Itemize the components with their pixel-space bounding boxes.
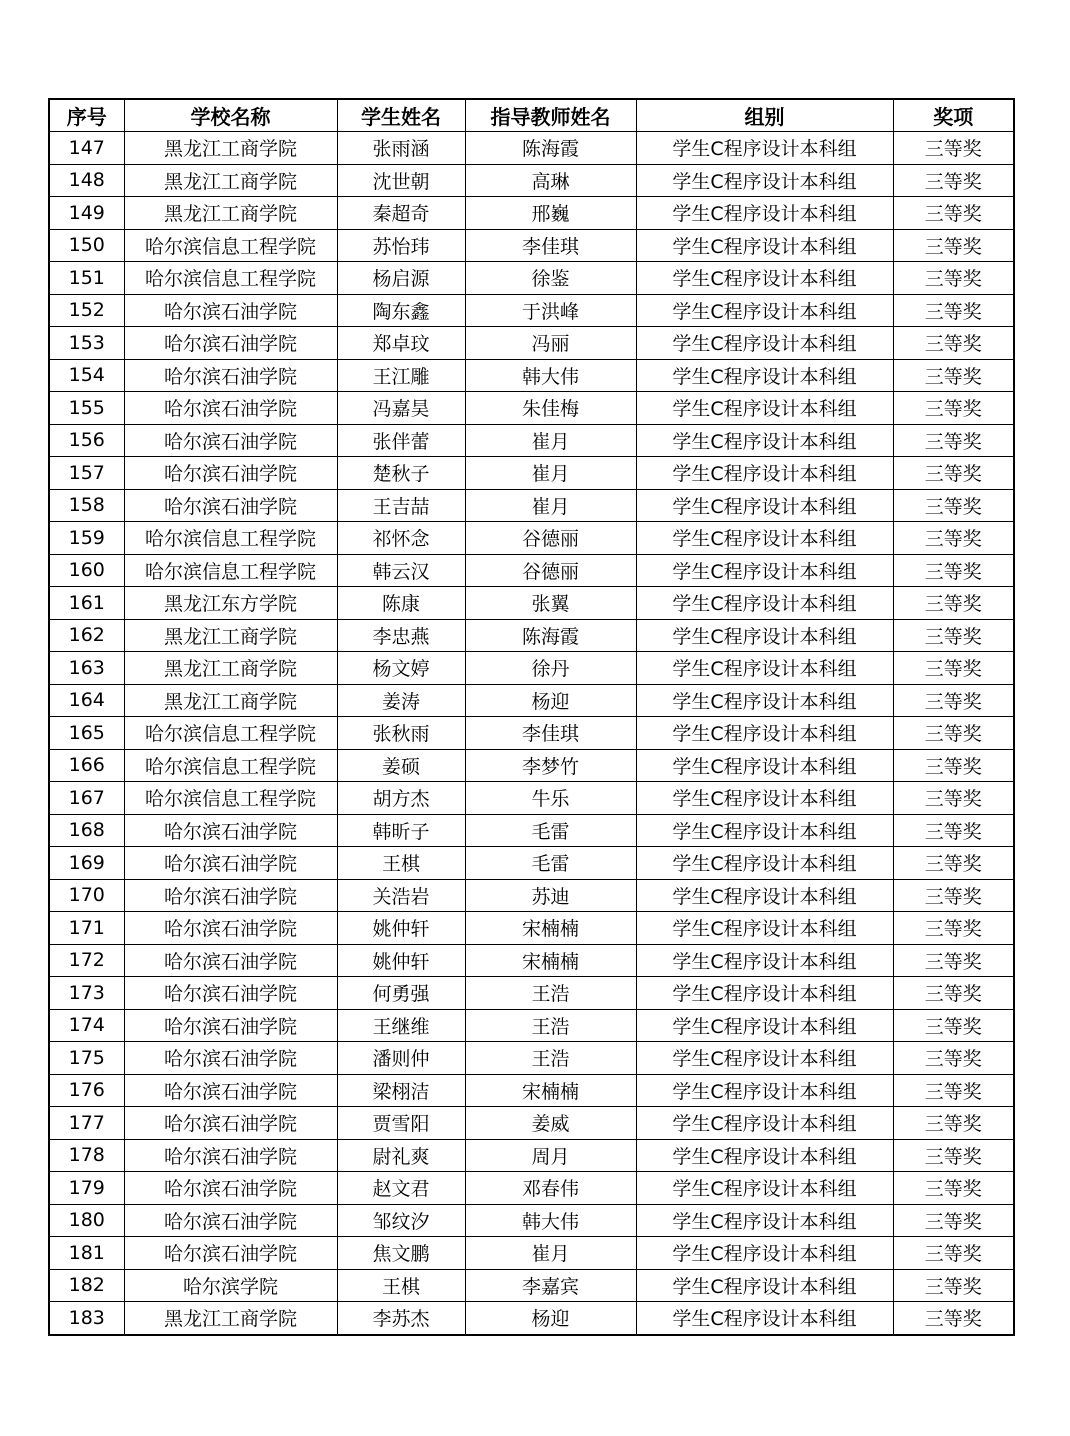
cell-award: 三等奖 [893,132,1014,165]
cell-student: 姜涛 [337,684,465,717]
cell-school: 哈尔滨石油学院 [124,489,337,522]
cell-school: 哈尔滨信息工程学院 [124,554,337,587]
table-row [49,359,1014,392]
cell-student: 邹纹汐 [337,1204,465,1237]
cell-teacher: 崔月 [465,424,636,457]
cell-seq: 148 [49,164,124,197]
cell-teacher: 韩大伟 [465,1204,636,1237]
cell-group: 学生C程序设计本科组 [636,1302,893,1335]
cell-teacher: 于洪峰 [465,294,636,327]
cell-teacher: 徐丹 [465,652,636,685]
cell-school: 哈尔滨石油学院 [124,1237,337,1270]
header-school: 学校名称 [124,99,337,132]
cell-student: 韩云汉 [337,554,465,587]
table-row [49,1269,1014,1302]
cell-school: 哈尔滨信息工程学院 [124,717,337,750]
cell-award: 三等奖 [893,392,1014,425]
cell-award: 三等奖 [893,749,1014,782]
award-list-table [48,98,1015,1336]
cell-school: 哈尔滨信息工程学院 [124,522,337,555]
cell-group: 学生C程序设计本科组 [636,262,893,295]
cell-group: 学生C程序设计本科组 [636,229,893,262]
cell-student: 王江雕 [337,359,465,392]
table-row [49,1107,1014,1140]
cell-award: 三等奖 [893,814,1014,847]
cell-group: 学生C程序设计本科组 [636,164,893,197]
cell-group: 学生C程序设计本科组 [636,749,893,782]
cell-school: 哈尔滨学院 [124,1269,337,1302]
cell-student: 李忠燕 [337,619,465,652]
cell-group: 学生C程序设计本科组 [636,522,893,555]
table-row [49,912,1014,945]
table-row [49,327,1014,360]
cell-school: 哈尔滨石油学院 [124,1074,337,1107]
cell-seq: 151 [49,262,124,295]
cell-award: 三等奖 [893,554,1014,587]
cell-teacher: 李佳琪 [465,229,636,262]
cell-teacher: 杨迎 [465,684,636,717]
cell-award: 三等奖 [893,717,1014,750]
cell-student: 韩昕子 [337,814,465,847]
cell-award: 三等奖 [893,652,1014,685]
cell-school: 哈尔滨石油学院 [124,424,337,457]
cell-seq: 178 [49,1139,124,1172]
cell-teacher: 王浩 [465,977,636,1010]
cell-group: 学生C程序设计本科组 [636,912,893,945]
cell-student: 王棋 [337,847,465,880]
cell-teacher: 毛雷 [465,814,636,847]
cell-teacher: 谷德丽 [465,522,636,555]
table-body [49,132,1014,1335]
cell-seq: 170 [49,879,124,912]
table-row [49,749,1014,782]
cell-seq: 177 [49,1107,124,1140]
cell-teacher: 朱佳梅 [465,392,636,425]
cell-school: 哈尔滨石油学院 [124,847,337,880]
cell-teacher: 周月 [465,1139,636,1172]
cell-school: 黑龙江工商学院 [124,619,337,652]
cell-teacher: 张翼 [465,587,636,620]
cell-award: 三等奖 [893,1107,1014,1140]
cell-student: 张伴蕾 [337,424,465,457]
table-row [49,1042,1014,1075]
cell-seq: 160 [49,554,124,587]
cell-group: 学生C程序设计本科组 [636,879,893,912]
cell-teacher: 宋楠楠 [465,944,636,977]
cell-seq: 147 [49,132,124,165]
cell-award: 三等奖 [893,1009,1014,1042]
cell-student: 尉礼爽 [337,1139,465,1172]
cell-school: 黑龙江工商学院 [124,684,337,717]
cell-student: 杨启源 [337,262,465,295]
cell-teacher: 王浩 [465,1042,636,1075]
header-group: 组别 [636,99,893,132]
cell-seq: 158 [49,489,124,522]
cell-teacher: 谷德丽 [465,554,636,587]
cell-student: 潘则仲 [337,1042,465,1075]
cell-school: 哈尔滨信息工程学院 [124,229,337,262]
cell-seq: 153 [49,327,124,360]
cell-group: 学生C程序设计本科组 [636,1074,893,1107]
table-header [49,99,1014,132]
cell-teacher: 徐鉴 [465,262,636,295]
cell-student: 苏怡玮 [337,229,465,262]
cell-student: 王吉喆 [337,489,465,522]
table-row [49,652,1014,685]
cell-group: 学生C程序设计本科组 [636,977,893,1010]
table-row [49,457,1014,490]
table-row [49,879,1014,912]
cell-student: 何勇强 [337,977,465,1010]
cell-seq: 155 [49,392,124,425]
cell-student: 关浩岩 [337,879,465,912]
cell-teacher: 李佳琪 [465,717,636,750]
cell-student: 陈康 [337,587,465,620]
cell-school: 哈尔滨信息工程学院 [124,262,337,295]
cell-seq: 176 [49,1074,124,1107]
header-row [49,99,1014,132]
table-row [49,782,1014,815]
cell-group: 学生C程序设计本科组 [636,197,893,230]
cell-student: 姜硕 [337,749,465,782]
cell-seq: 179 [49,1172,124,1205]
cell-award: 三等奖 [893,359,1014,392]
cell-seq: 163 [49,652,124,685]
cell-student: 姚仲轩 [337,912,465,945]
table-row [49,164,1014,197]
cell-school: 黑龙江工商学院 [124,197,337,230]
cell-student: 杨文婷 [337,652,465,685]
cell-award: 三等奖 [893,1139,1014,1172]
cell-school: 哈尔滨石油学院 [124,1204,337,1237]
cell-seq: 180 [49,1204,124,1237]
cell-teacher: 崔月 [465,457,636,490]
cell-award: 三等奖 [893,587,1014,620]
cell-award: 三等奖 [893,457,1014,490]
table-row [49,1204,1014,1237]
cell-school: 哈尔滨石油学院 [124,944,337,977]
cell-group: 学生C程序设计本科组 [636,619,893,652]
table-row [49,847,1014,880]
cell-student: 胡方杰 [337,782,465,815]
cell-seq: 166 [49,749,124,782]
cell-student: 梁栩洁 [337,1074,465,1107]
cell-school: 黑龙江工商学院 [124,652,337,685]
cell-group: 学生C程序设计本科组 [636,1172,893,1205]
table-row [49,944,1014,977]
cell-award: 三等奖 [893,1042,1014,1075]
cell-teacher: 姜威 [465,1107,636,1140]
cell-award: 三等奖 [893,424,1014,457]
cell-group: 学生C程序设计本科组 [636,294,893,327]
cell-award: 三等奖 [893,684,1014,717]
cell-group: 学生C程序设计本科组 [636,132,893,165]
cell-group: 学生C程序设计本科组 [636,587,893,620]
table-row [49,1237,1014,1270]
cell-seq: 167 [49,782,124,815]
table-row [49,977,1014,1010]
cell-award: 三等奖 [893,1302,1014,1335]
cell-teacher: 陈海霞 [465,619,636,652]
cell-award: 三等奖 [893,1204,1014,1237]
cell-seq: 175 [49,1042,124,1075]
cell-seq: 161 [49,587,124,620]
cell-group: 学生C程序设计本科组 [636,1204,893,1237]
cell-group: 学生C程序设计本科组 [636,424,893,457]
cell-seq: 164 [49,684,124,717]
cell-school: 哈尔滨石油学院 [124,327,337,360]
table-row [49,814,1014,847]
cell-student: 陶东鑫 [337,294,465,327]
cell-group: 学生C程序设计本科组 [636,847,893,880]
cell-seq: 149 [49,197,124,230]
cell-student: 姚仲轩 [337,944,465,977]
cell-award: 三等奖 [893,1237,1014,1270]
cell-group: 学生C程序设计本科组 [636,684,893,717]
cell-teacher: 韩大伟 [465,359,636,392]
cell-group: 学生C程序设计本科组 [636,489,893,522]
cell-student: 沈世朝 [337,164,465,197]
cell-school: 哈尔滨石油学院 [124,1172,337,1205]
cell-seq: 156 [49,424,124,457]
cell-group: 学生C程序设计本科组 [636,554,893,587]
cell-award: 三等奖 [893,229,1014,262]
table-row [49,619,1014,652]
cell-student: 冯嘉昊 [337,392,465,425]
cell-award: 三等奖 [893,782,1014,815]
cell-student: 秦超奇 [337,197,465,230]
cell-award: 三等奖 [893,1269,1014,1302]
table-row [49,1009,1014,1042]
cell-group: 学生C程序设计本科组 [636,392,893,425]
cell-school: 哈尔滨石油学院 [124,814,337,847]
cell-school: 哈尔滨石油学院 [124,457,337,490]
table-row [49,229,1014,262]
cell-teacher: 李梦竹 [465,749,636,782]
cell-award: 三等奖 [893,619,1014,652]
cell-award: 三等奖 [893,1074,1014,1107]
cell-teacher: 王浩 [465,1009,636,1042]
cell-school: 哈尔滨信息工程学院 [124,749,337,782]
cell-award: 三等奖 [893,489,1014,522]
cell-teacher: 冯丽 [465,327,636,360]
cell-group: 学生C程序设计本科组 [636,782,893,815]
cell-seq: 165 [49,717,124,750]
cell-group: 学生C程序设计本科组 [636,1139,893,1172]
table-row [49,522,1014,555]
header-seq: 序号 [49,99,124,132]
cell-teacher: 李嘉宾 [465,1269,636,1302]
cell-school: 黑龙江工商学院 [124,132,337,165]
table-row [49,1302,1014,1335]
cell-seq: 152 [49,294,124,327]
cell-school: 黑龙江工商学院 [124,1302,337,1335]
cell-school: 哈尔滨石油学院 [124,392,337,425]
cell-group: 学生C程序设计本科组 [636,457,893,490]
cell-school: 哈尔滨信息工程学院 [124,782,337,815]
cell-teacher: 崔月 [465,489,636,522]
cell-seq: 171 [49,912,124,945]
cell-teacher: 高琳 [465,164,636,197]
cell-teacher: 陈海霞 [465,132,636,165]
cell-school: 哈尔滨石油学院 [124,1107,337,1140]
cell-award: 三等奖 [893,847,1014,880]
cell-award: 三等奖 [893,294,1014,327]
cell-teacher: 邓春伟 [465,1172,636,1205]
cell-school: 哈尔滨石油学院 [124,294,337,327]
cell-student: 贾雪阳 [337,1107,465,1140]
cell-seq: 154 [49,359,124,392]
cell-seq: 150 [49,229,124,262]
cell-group: 学生C程序设计本科组 [636,1107,893,1140]
table-row [49,1172,1014,1205]
cell-award: 三等奖 [893,977,1014,1010]
cell-school: 哈尔滨石油学院 [124,977,337,1010]
cell-seq: 159 [49,522,124,555]
cell-award: 三等奖 [893,327,1014,360]
cell-student: 张秋雨 [337,717,465,750]
cell-school: 哈尔滨石油学院 [124,359,337,392]
cell-group: 学生C程序设计本科组 [636,1237,893,1270]
cell-seq: 162 [49,619,124,652]
cell-teacher: 苏迪 [465,879,636,912]
cell-award: 三等奖 [893,944,1014,977]
table-row [49,554,1014,587]
header-student: 学生姓名 [337,99,465,132]
cell-seq: 172 [49,944,124,977]
cell-teacher: 牛乐 [465,782,636,815]
cell-seq: 169 [49,847,124,880]
header-teacher: 指导教师姓名 [465,99,636,132]
cell-award: 三等奖 [893,1172,1014,1205]
cell-group: 学生C程序设计本科组 [636,814,893,847]
cell-school: 黑龙江东方学院 [124,587,337,620]
cell-seq: 157 [49,457,124,490]
cell-school: 哈尔滨石油学院 [124,1042,337,1075]
table-row [49,392,1014,425]
cell-school: 哈尔滨石油学院 [124,1139,337,1172]
cell-award: 三等奖 [893,164,1014,197]
cell-school: 哈尔滨石油学院 [124,879,337,912]
table-row [49,1074,1014,1107]
cell-student: 张雨涵 [337,132,465,165]
table-row [49,587,1014,620]
table-row [49,684,1014,717]
cell-student: 焦文鹏 [337,1237,465,1270]
cell-student: 郑卓玟 [337,327,465,360]
table-row [49,424,1014,457]
cell-seq: 173 [49,977,124,1010]
header-award: 奖项 [893,99,1014,132]
cell-award: 三等奖 [893,879,1014,912]
cell-student: 楚秋子 [337,457,465,490]
cell-teacher: 宋楠楠 [465,912,636,945]
table-row [49,197,1014,230]
cell-group: 学生C程序设计本科组 [636,1269,893,1302]
cell-teacher: 崔月 [465,1237,636,1270]
cell-student: 祁怀念 [337,522,465,555]
cell-school: 黑龙江工商学院 [124,164,337,197]
cell-student: 李苏杰 [337,1302,465,1335]
cell-student: 王棋 [337,1269,465,1302]
cell-seq: 183 [49,1302,124,1335]
cell-group: 学生C程序设计本科组 [636,1042,893,1075]
cell-group: 学生C程序设计本科组 [636,1009,893,1042]
cell-group: 学生C程序设计本科组 [636,359,893,392]
cell-teacher: 邢巍 [465,197,636,230]
cell-group: 学生C程序设计本科组 [636,652,893,685]
cell-seq: 181 [49,1237,124,1270]
cell-award: 三等奖 [893,522,1014,555]
cell-teacher: 宋楠楠 [465,1074,636,1107]
cell-award: 三等奖 [893,912,1014,945]
table-row [49,262,1014,295]
cell-student: 王继维 [337,1009,465,1042]
cell-award: 三等奖 [893,197,1014,230]
table-row [49,1139,1014,1172]
cell-school: 哈尔滨石油学院 [124,1009,337,1042]
cell-school: 哈尔滨石油学院 [124,912,337,945]
table-row [49,489,1014,522]
cell-seq: 174 [49,1009,124,1042]
cell-student: 赵文君 [337,1172,465,1205]
cell-teacher: 杨迎 [465,1302,636,1335]
cell-award: 三等奖 [893,262,1014,295]
table-row [49,717,1014,750]
cell-teacher: 毛雷 [465,847,636,880]
table-row [49,132,1014,165]
cell-group: 学生C程序设计本科组 [636,327,893,360]
cell-seq: 168 [49,814,124,847]
cell-group: 学生C程序设计本科组 [636,944,893,977]
table-row [49,294,1014,327]
cell-seq: 182 [49,1269,124,1302]
cell-group: 学生C程序设计本科组 [636,717,893,750]
